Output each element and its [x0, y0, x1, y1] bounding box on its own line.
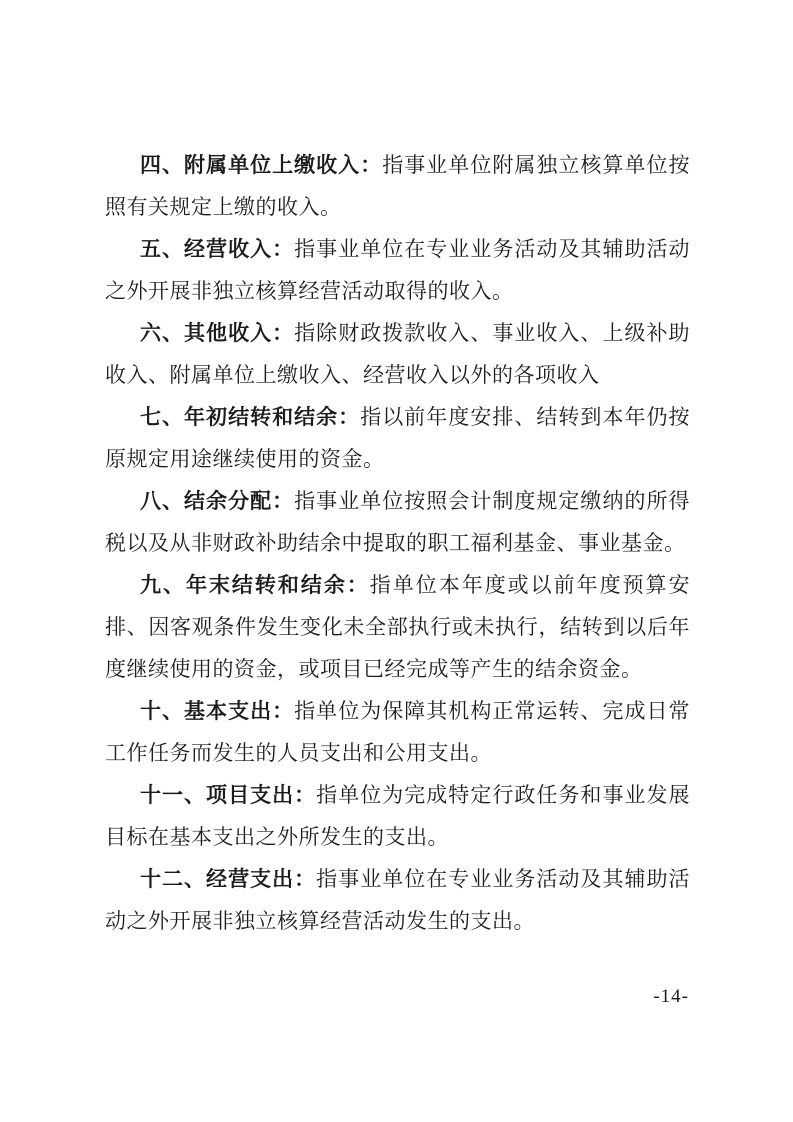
document-body	[105, 144, 690, 942]
definition-text: 指事业单位按照会计制度规定缴纳的所得税以及从非财政补助结余中提取的职工福利基金、事业基金。	[105, 489, 691, 555]
definition-term: 十一、项目支出：	[140, 783, 317, 807]
definition-term: 五、经营收入：	[140, 237, 295, 261]
definition-term: 十、基本支出：	[140, 699, 295, 723]
definition-paragraph-4	[105, 144, 690, 228]
definition-term: 七、年初结转和结余：	[140, 405, 361, 429]
definition-term: 六、其他收入：	[140, 321, 295, 345]
definition-text: 指事业单位在专业业务活动及其辅助活动之外开展非独立核算经营活动取得的收入。	[105, 237, 691, 303]
definition-text: 指单位为完成特定行政任务和事业发展目标在基本支出之外所发生的支出。	[105, 783, 691, 849]
definition-text: 指单位为保障其机构正常运转、完成日常工作任务而发生的人员支出和公用支出。	[105, 699, 691, 765]
definition-text: 指事业单位在专业业务活动及其辅助活动之外开展非独立核算经营活动发生的支出。	[105, 867, 691, 933]
definition-paragraph-11	[105, 774, 690, 858]
definition-term: 八、结余分配：	[140, 489, 295, 513]
definition-term: 九、年末结转和结余：	[140, 573, 370, 597]
page-number: -14-	[653, 986, 689, 1007]
definition-paragraph-7	[105, 396, 690, 480]
definition-paragraph-5	[105, 228, 690, 312]
definition-paragraph-9	[105, 564, 690, 690]
definition-paragraph-12	[105, 858, 690, 942]
definition-paragraph-6	[105, 312, 690, 396]
definition-text: 指以前年度安排、结转到本年仍按原规定用途继续使用的资金。	[105, 405, 691, 471]
definition-paragraph-8	[105, 480, 690, 564]
definition-text: 指事业单位附属独立核算单位按照有关规定上缴的收入。	[105, 153, 691, 219]
definition-term: 十二、经营支出：	[140, 867, 317, 891]
definition-text: 指除财政拨款收入、事业收入、上级补助收入、附属单位上缴收入、经营收入以外的各项收入	[105, 321, 691, 387]
definition-text: 指单位本年度或以前年度预算安排、因客观条件发生变化未全部执行或未执行，结转到以后年度继续使用的资金，或项目已经完成等产生的结余资金。	[105, 573, 691, 681]
definition-paragraph-10	[105, 690, 690, 774]
definition-term: 四、附属单位上缴收入：	[140, 153, 383, 177]
